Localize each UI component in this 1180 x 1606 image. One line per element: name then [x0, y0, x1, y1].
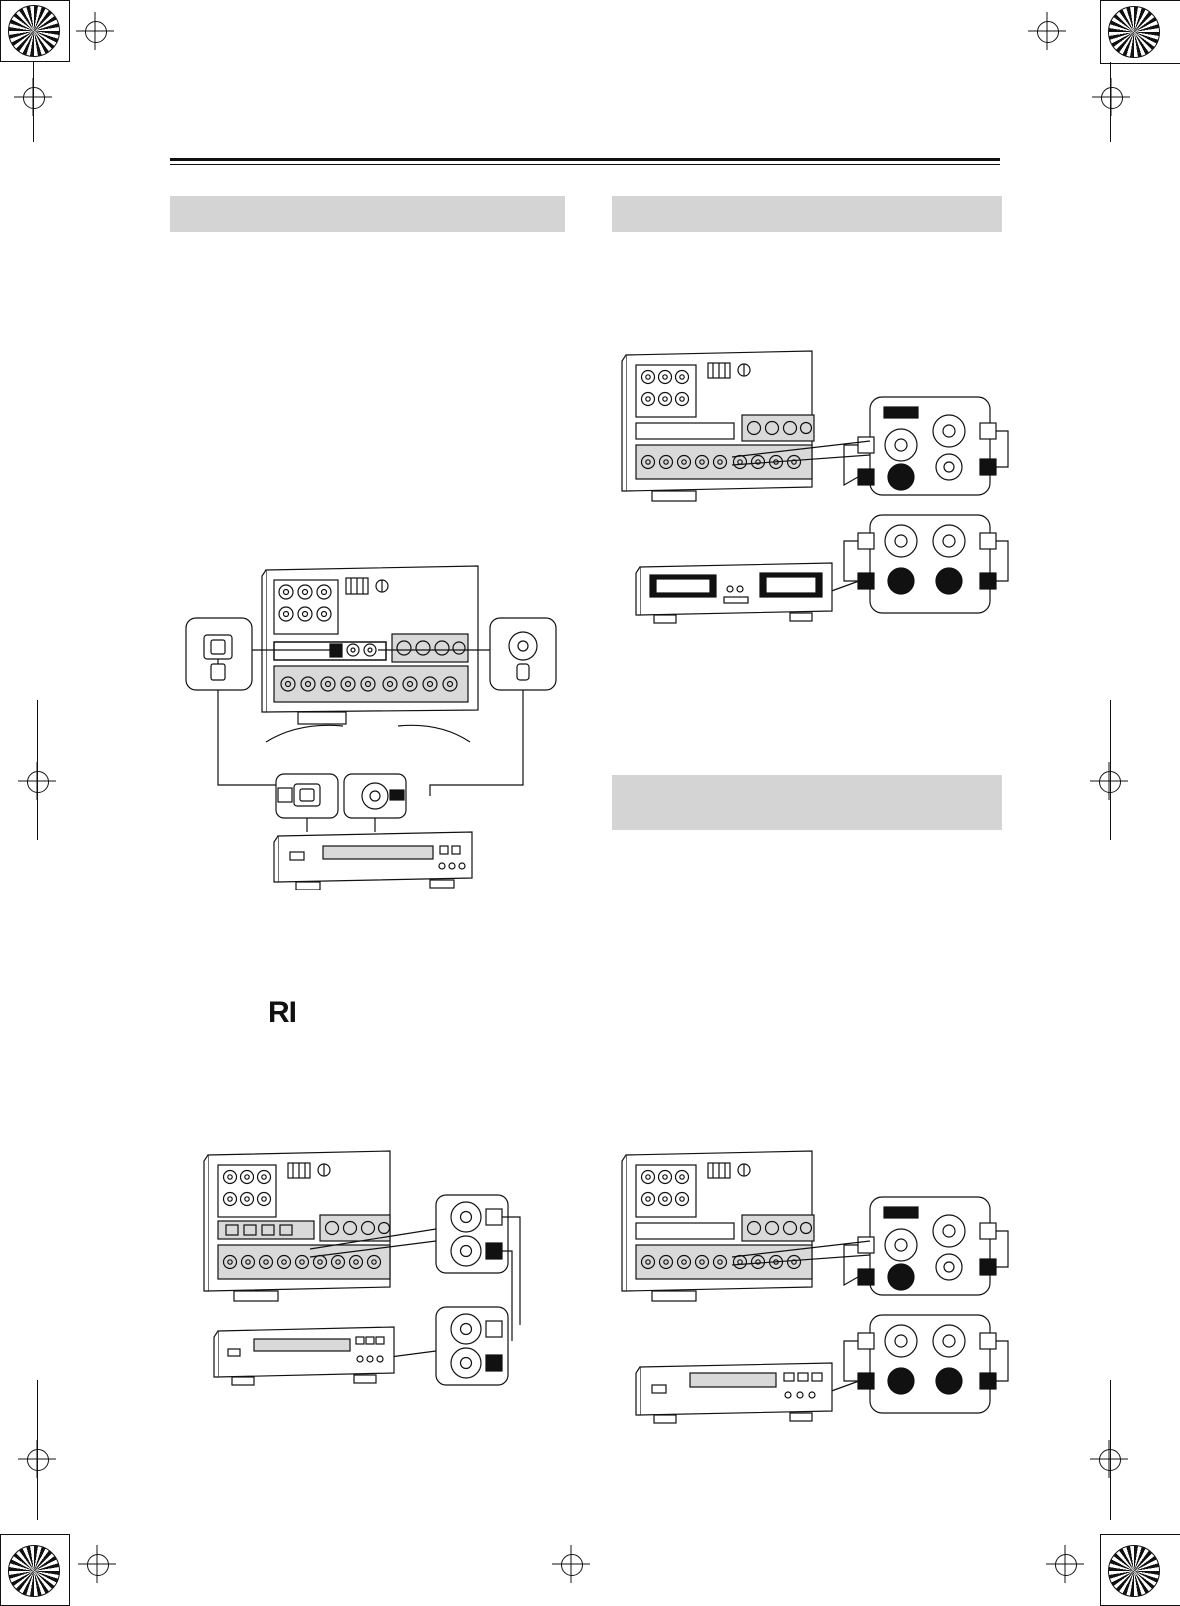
- tape-deck-connection-diagram: [612, 345, 1012, 640]
- registration-target-bottom-right: [1108, 1545, 1160, 1597]
- cassette-deck: [636, 563, 832, 623]
- crop-mark-top-right-cross: [1028, 12, 1066, 50]
- receiver-rear-panel: [204, 1151, 390, 1301]
- disc-recorder: [636, 1363, 832, 1423]
- receiver-rear-panel: [262, 566, 478, 724]
- rca-jack-callout-top: [844, 1197, 1008, 1295]
- crop-mark-top-left-cross: [76, 12, 114, 50]
- registration-target-bottom-left: [8, 1545, 60, 1597]
- rca-jack-callout-top: [844, 397, 1008, 495]
- crop-tick-right-vertical-mid: [1110, 700, 1111, 840]
- optical-jack-callout: [186, 618, 252, 690]
- cd-player: [214, 1327, 394, 1385]
- player-digital-out-callouts: [276, 774, 406, 818]
- rca-jack-callout-bottom: [436, 1307, 508, 1385]
- registration-target-top-right: [1108, 6, 1160, 58]
- crop-tick-right-vertical-bot: [1110, 1380, 1111, 1520]
- crop-mark-right-middle-cross: [1090, 762, 1128, 800]
- registration-target-top-left: [8, 5, 60, 57]
- crop-mark-bottom-center-cross: [552, 1545, 590, 1583]
- right-top-title-bar: [612, 196, 1002, 232]
- crop-tick-left-vertical-bot: [37, 1380, 38, 1520]
- crop-mark-right-lower-cross: [1090, 1440, 1128, 1478]
- receiver-rear-panel: [622, 1151, 814, 1301]
- crop-tick-right-vertical-top: [1110, 62, 1111, 142]
- crop-tick-left-vertical-mid: [37, 700, 38, 840]
- disc-player: [274, 832, 472, 890]
- header-rule: [170, 158, 1000, 165]
- recorder-connection-diagram: [612, 1145, 1012, 1440]
- receiver-rear-panel: [622, 351, 814, 501]
- crop-tick-left-vertical-top: [33, 62, 34, 142]
- rca-jack-callout-bottom: [844, 1315, 1008, 1413]
- right-middle-title-bar: [612, 775, 1002, 830]
- crop-mark-right-upper-cross: [1092, 78, 1130, 116]
- crop-mark-bottom-left-cross: [78, 1545, 116, 1583]
- digital-audio-connection-diagram: [178, 560, 578, 890]
- crop-mark-bottom-right-cross: [1046, 1545, 1084, 1583]
- cd-player-connection-diagram: [190, 1145, 535, 1395]
- rca-jack-callout-bottom: [844, 515, 1008, 613]
- coaxial-jack-callout: [490, 618, 556, 690]
- left-top-title-bar: [170, 196, 565, 232]
- ri-logo: RI: [268, 996, 296, 1029]
